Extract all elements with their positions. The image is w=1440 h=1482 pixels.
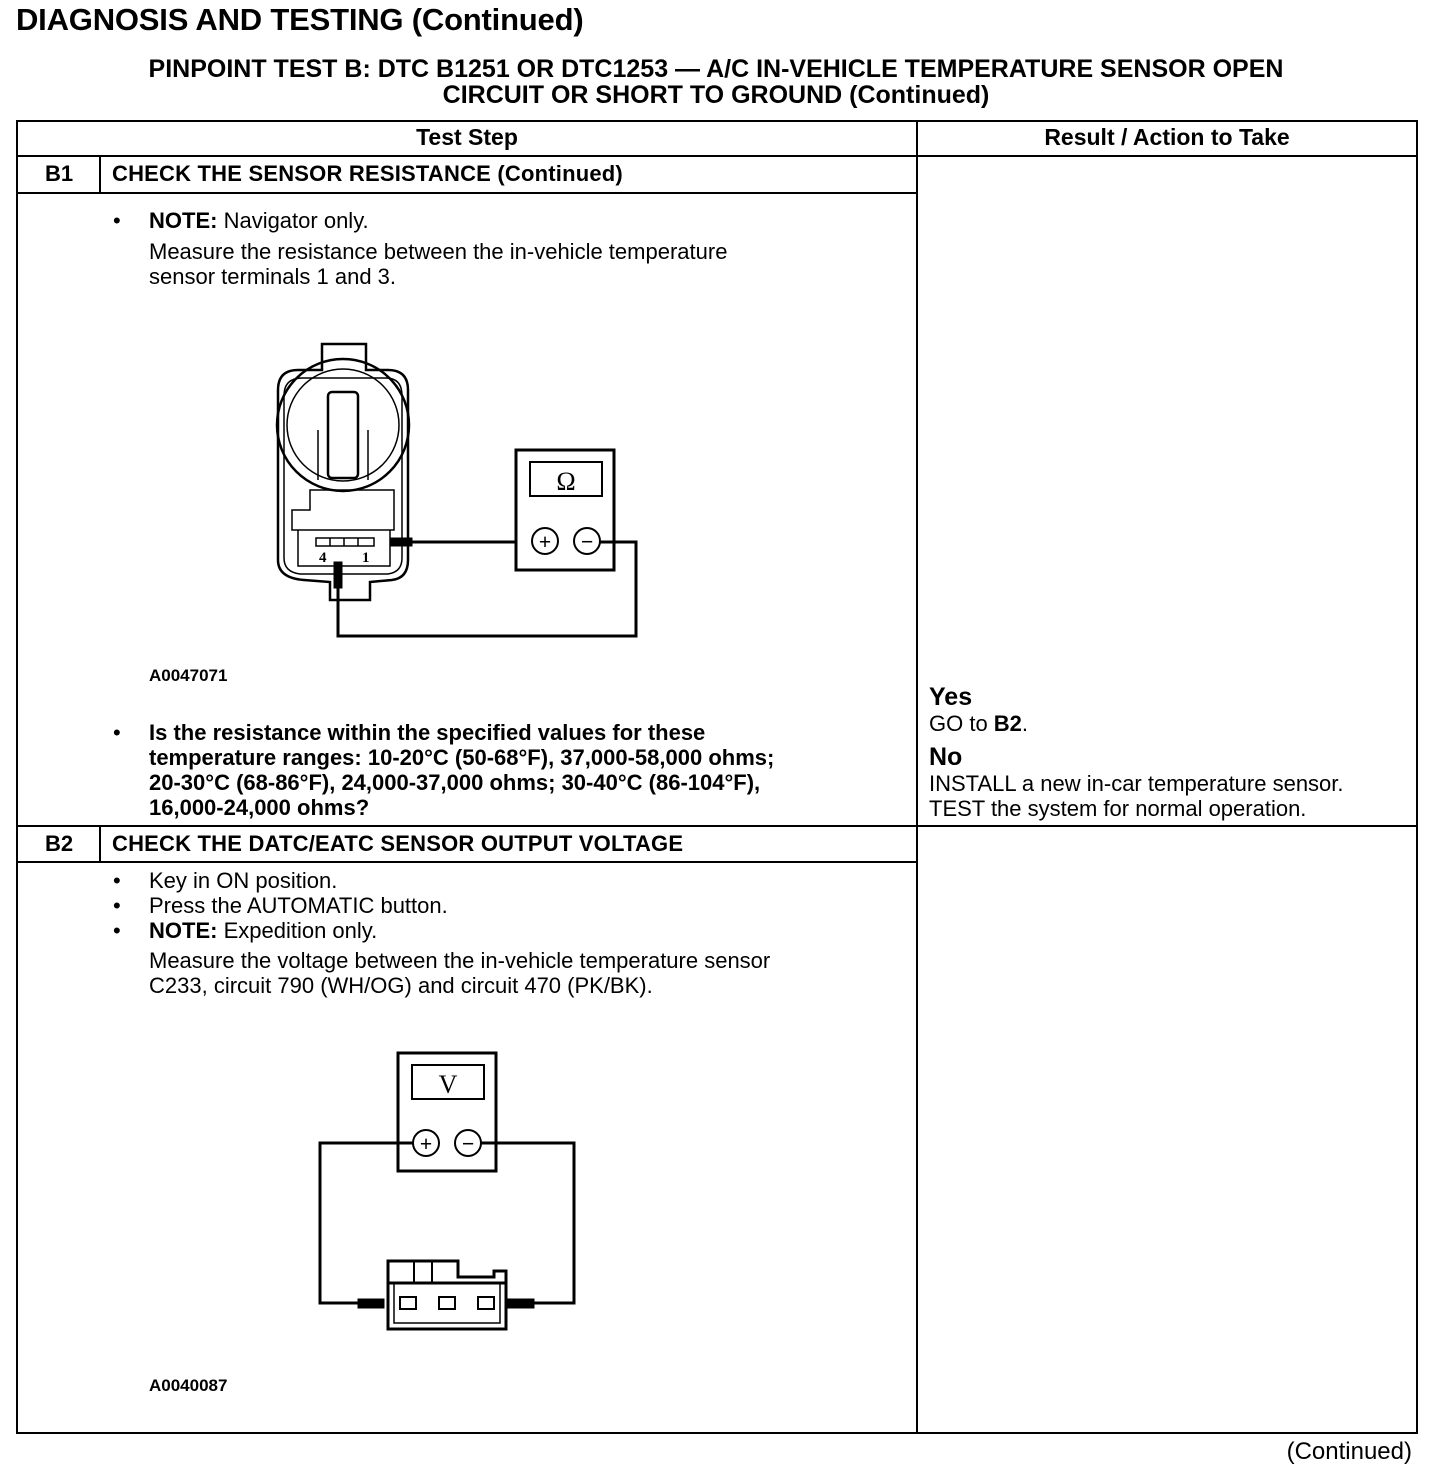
plus-terminal: + <box>538 529 552 554</box>
header-rule <box>16 155 1418 157</box>
figure-reference: A0047071 <box>149 666 228 685</box>
note-label: NOTE: <box>149 918 218 943</box>
bullet-dot: • <box>113 720 121 745</box>
step-bullet <box>113 868 338 893</box>
yes-action <box>929 711 1344 736</box>
ohm-symbol: Ω <box>556 467 576 496</box>
instruction-line: sensor terminals 1 and 3. <box>149 264 397 289</box>
plus-terminal: + <box>419 1131 433 1156</box>
step-title-rule <box>16 192 918 194</box>
no-action-line: INSTALL a new in-car temperature sensor. <box>929 771 1344 796</box>
question-line: 20-30°C (68-86°F), 24,000-37,000 ohms; 30-40°C (86-104°F), <box>149 770 761 795</box>
step-title-rule <box>16 861 918 863</box>
pin-label-4: 4 <box>319 550 327 566</box>
yes-action-text: GO to <box>929 711 994 736</box>
page-title: DIAGNOSIS AND TESTING (Continued) <box>16 2 584 37</box>
step-title: CHECK THE SENSOR RESISTANCE (Continued) <box>112 161 623 186</box>
step-title: CHECK THE DATC/EATC SENSOR OUTPUT VOLTAGE <box>112 831 684 856</box>
bullet-dot: • <box>113 868 121 893</box>
bullet-text: Press the AUTOMATIC button. <box>149 893 448 918</box>
minus-terminal: − <box>580 529 594 554</box>
pinpoint-test-title <box>0 56 1432 108</box>
note-bullet <box>113 918 378 943</box>
bullet-text: Key in ON position. <box>149 868 338 893</box>
note-label: NOTE: <box>149 208 218 233</box>
step-id: B2 <box>44 831 74 856</box>
no-action-line: TEST the system for normal operation. <box>929 796 1307 821</box>
bullet-dot: • <box>113 918 121 943</box>
pin-label-1: 1 <box>362 550 370 566</box>
column-header-test-step: Test Step <box>416 124 518 150</box>
question-bullet <box>113 720 775 820</box>
minus-terminal: − <box>461 1131 475 1156</box>
figure-reference: A0040087 <box>149 1376 228 1395</box>
continued-footer: (Continued) <box>1286 1438 1412 1465</box>
step-separator <box>16 825 1418 827</box>
note-bullet <box>113 208 369 233</box>
result-block <box>929 683 1344 821</box>
column-header-result: Result / Action to Take <box>1044 124 1290 150</box>
note-text: Expedition only. <box>217 918 378 943</box>
question-line: temperature ranges: 10-20°C (50-68°F), 37,000-58,000 ohms; <box>149 745 775 770</box>
test-title-line-2: CIRCUIT OR SHORT TO GROUND (Continued) <box>442 81 990 109</box>
step-bullet <box>113 893 448 918</box>
step-id: B1 <box>44 161 74 186</box>
bullet-dot: • <box>113 208 121 233</box>
instruction-line: Measure the resistance between the in-vehicle temperature <box>149 239 728 264</box>
instruction-line: C233, circuit 790 (WH/OG) and circuit 470 (PK/BK). <box>149 973 653 998</box>
no-label: No <box>929 743 963 771</box>
column-divider <box>916 120 918 1434</box>
bullet-dot: • <box>113 893 121 918</box>
resistance-test-diagram <box>270 330 650 650</box>
question-line: Is the resistance within the specified values for these <box>149 720 706 745</box>
voltage-test-diagram <box>310 1045 590 1345</box>
yes-action-target: B2 <box>993 711 1022 736</box>
yes-action-suffix: . <box>1021 711 1029 736</box>
note-text: Navigator only. <box>217 208 369 233</box>
volt-symbol: V <box>438 1070 458 1099</box>
test-title-line-1: PINPOINT TEST B: DTC B1251 OR DTC1253 — A/C IN-VEHICLE TEMPERATURE SENSOR OPEN <box>148 55 1284 83</box>
instruction-line: Measure the voltage between the in-vehicle temperature sensor <box>149 948 771 973</box>
question-line: 16,000-24,000 ohms? <box>149 795 370 820</box>
yes-label: Yes <box>929 683 973 711</box>
